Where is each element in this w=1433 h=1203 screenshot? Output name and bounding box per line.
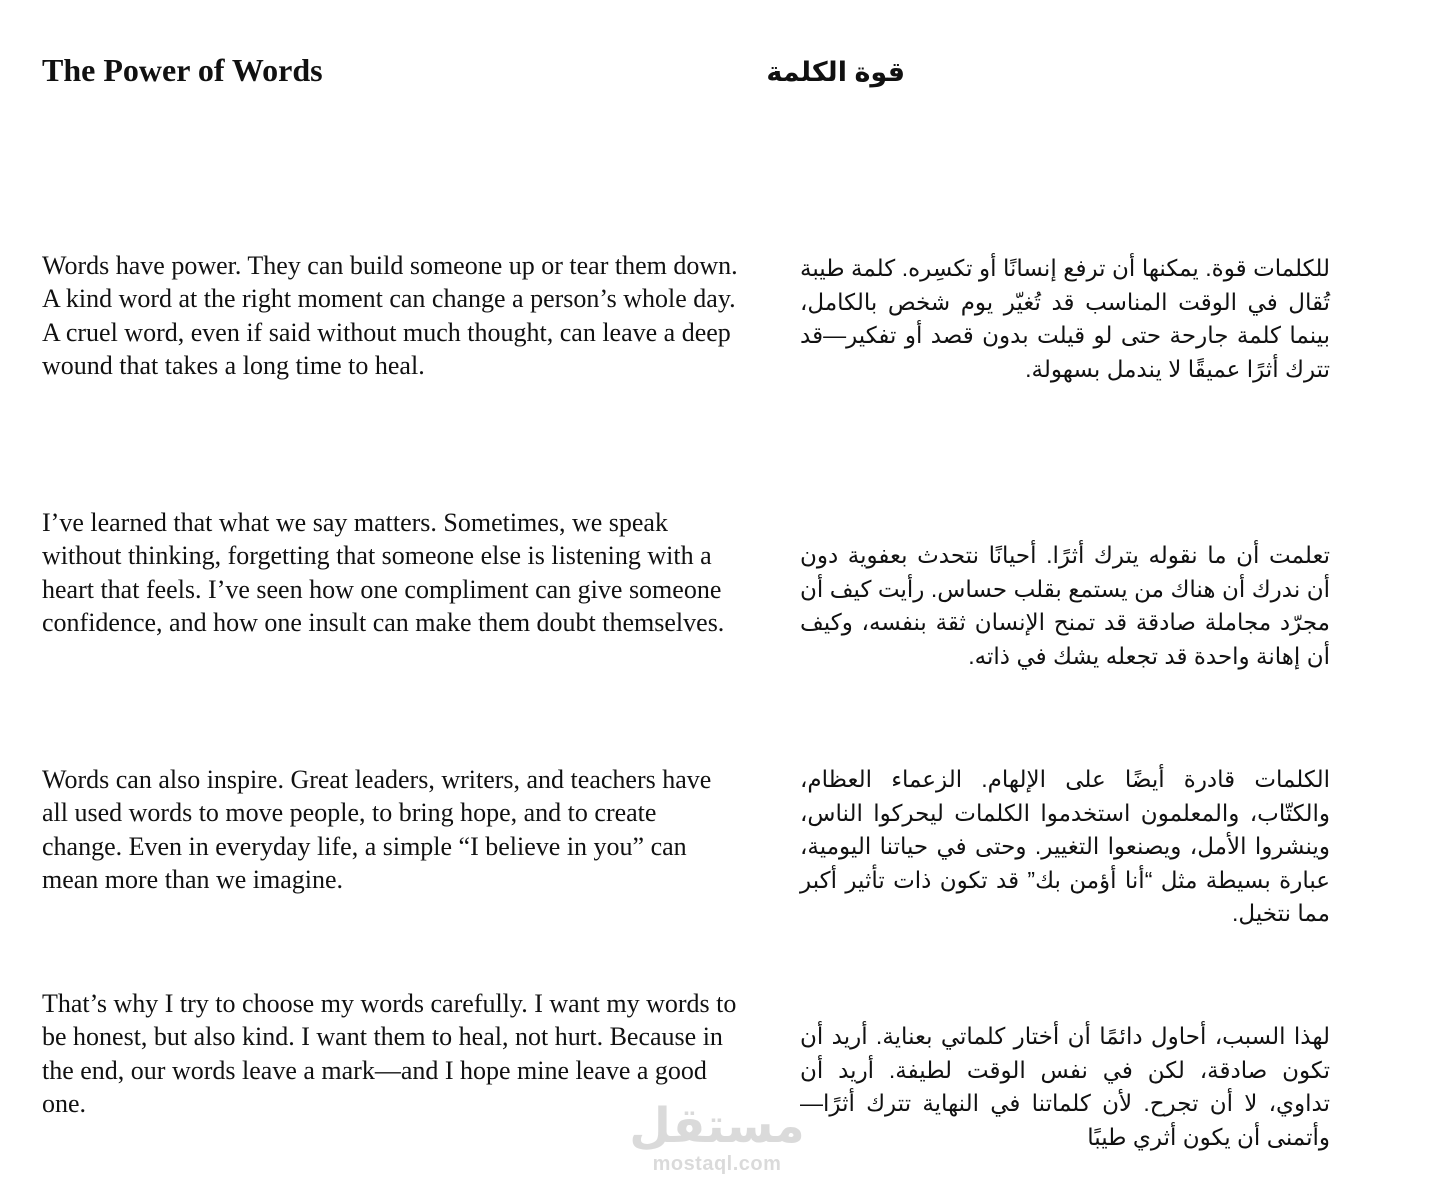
mostaql-url: mostaql.com — [652, 1153, 782, 1175]
paragraph-arabic-4: لهذا السبب، أحاول دائمًا أن أختار كلماتي بعناية. أريد أن تكون صادقة، لكن في نفس الوقت لطيفة. أريد أن تداوي، لا أن تجرح. لأن كلماتنا في النهاية تترك أثرًا—وأتمنى أن يكون أثري طيبًا — [800, 1023, 1330, 1150]
paragraph-english-2: I’ve learned that what we say matters. Sometimes, we speak without thinking, forgetting that someone else is listening with a heart that feels. I’ve seen how one compliment can give someone confidence, and how one insult can make them doubt themselves. — [42, 508, 725, 637]
title-arabic: قوة الكلمة — [766, 57, 905, 87]
mostaql-logo-text: مستقل — [629, 1098, 805, 1152]
paragraph-english-4: That’s why I try to choose my words carefully. I want my words to be honest, but also kind. I want them to heal, not hurt. Because in the end, our words leave a mark—and I hope mine leave a good one. — [42, 989, 737, 1118]
paragraph-english-1: Words have power. They can build someone up or tear them down. A kind word at the right moment can change a person’s whole day. A cruel word, even if said without much thought, can leave a deep wound that takes a long time to heal. — [42, 251, 738, 380]
paragraph-arabic-1: للكلمات قوة. يمكنها أن ترفع إنسانًا أو تكسِره. كلمة طيبة تُقال في الوقت المناسب قد تُغيّر يوم شخص بالكامل، بينما كلمة جارحة حتى لو قيلت بدون قصد أو تفكير—قد تترك أثرًا عميقًا لا يندمل بسهولة. — [800, 255, 1330, 382]
paragraph-arabic-3: الكلمات قادرة أيضًا على الإلهام. الزعماء العظام، والكتّاب، والمعلمون استخدموا الكلمات ليحركوا الناس، وينشروا الأمل، ويصنعوا التغيير. وحتى في حياتنا اليومية، عبارة بسيطة مثل “أنا أؤمن بك” قد تكون ذات تأثير أكبر مما نتخيل. — [800, 766, 1330, 926]
paragraph-arabic-2: تعلمت أن ما نقوله يترك أثرًا. أحيانًا نتحدث بعفوية دون أن ندرك أن هناك من يستمع بقلب حساس. رأيت كيف أن مجرّد مجاملة صادقة قد تمنح الإنسان ثقة بنفسه، وكيف أن إهانة واحدة قد تجعله يشك في ذاته. — [800, 542, 1330, 669]
paragraph-english-3: Words can also inspire. Great leaders, writers, and teachers have all used words to move people, to bring hope, and to create change. Even in everyday life, a simple “I believe in you” can mean more than we imagine. — [42, 765, 712, 894]
title-english: The Power of Words — [42, 52, 323, 88]
